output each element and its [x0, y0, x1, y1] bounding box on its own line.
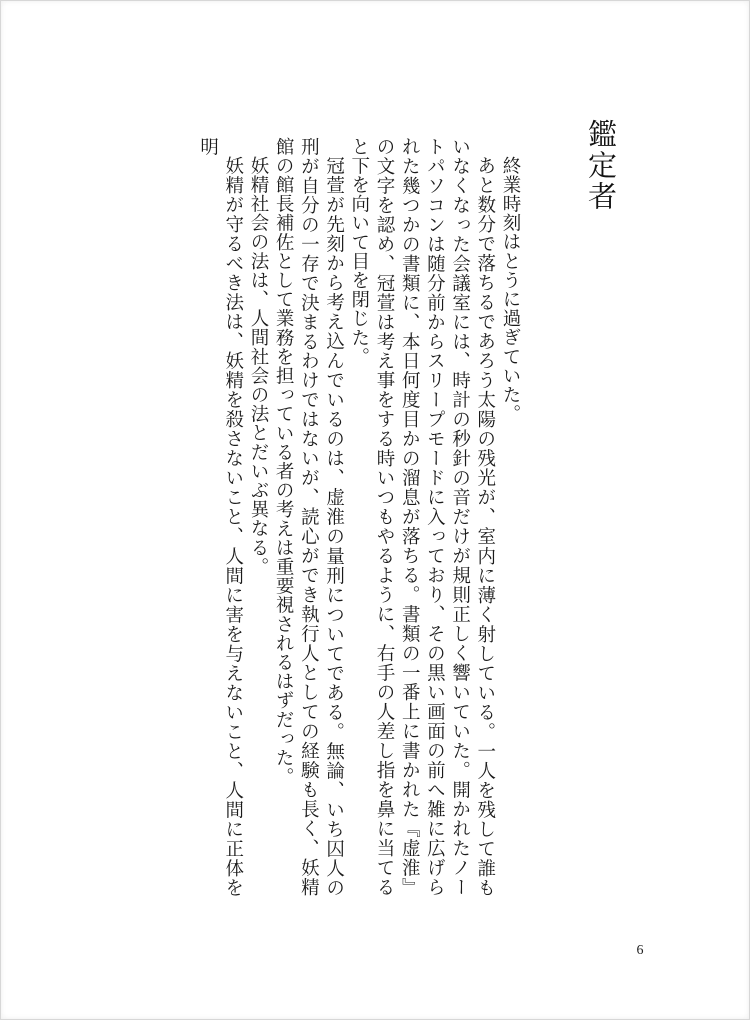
paragraph: 妖精が守るべき法は、妖精を殺さないこと、人間に害を与えないこと、人間に正体を明 [197, 137, 244, 897]
body-text [161, 137, 523, 897]
paragraph: 終業時刻はとうに過ぎていた。 [500, 155, 521, 423]
paragraph: 冠萱が先刻から考え込んでいるのは、虚淮の量刑についてである。無論、いち囚人の刑が自分の一存で決まるわけではないが、読心ができ執行人としての経験も長く、妖精館の館長補佐として業務を担っている者の考えは重要視されるはずだった。 [273, 137, 345, 897]
paragraph: 妖精社会の法は、人間社会の法とだいぶ異なる。 [247, 155, 269, 576]
paragraph: あと数分で落ちるであろう太陽の残光が、室内に薄く射している。一人を残して誰もいなくなった会議室には、時計の秒針の音だけが規則正しく響いていた。開かれたノートパソコンは随分前からスリープモードに入っており、その黒い画面の前へ雑に広げられた幾つかの書類に、本日何度目かの溜息が落ちる。書類の一番上に書かれた『虚淮』の文字を認め、冠萱は考え事をする時いつもやるように、右手の人差し指を鼻に当てると下を向いて目を閉じた。 [348, 137, 496, 897]
page-number: 6 [636, 943, 644, 958]
chapter-title: 鑑定者 [584, 119, 618, 212]
